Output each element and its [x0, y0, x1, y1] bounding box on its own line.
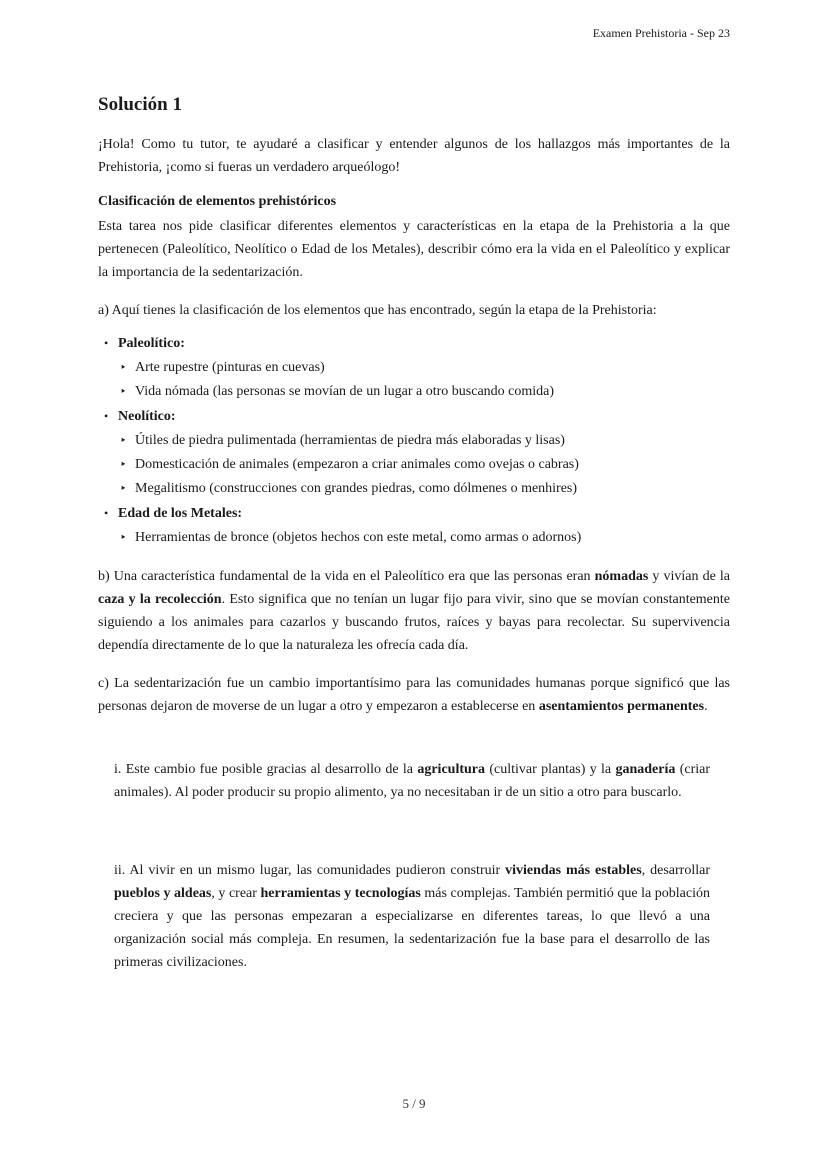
list-item: [120, 380, 730, 404]
bullet-dot-icon: •: [104, 336, 109, 350]
era-item-paleolitico: [98, 331, 730, 404]
bullet-triangle-icon: ‣: [120, 483, 127, 495]
page-header: [593, 26, 730, 41]
list-item-text: Arte rupestre (pinturas en cuevas): [135, 360, 325, 375]
era-sublist: [98, 356, 730, 404]
sub-point-i-paragraph: i. Este cambio fue posible gracias al desarrollo de la agricultura (cultivar plantas) y la ganadería (criar animales). Al poder producir su propio alimento, ya no necesitaban ir de un sitio a otro para buscarlo.: [114, 762, 711, 800]
era-sublist: [98, 526, 730, 550]
list-item: [120, 356, 730, 380]
list-item: [120, 477, 730, 501]
era-label: Paleolítico:: [118, 336, 185, 351]
section-description: Esta tarea nos pide clasificar diferentes elementos y características en la etapa de la Prehistoria a la que pertenecen (Paleolítico, Neolítico o Edad de los Metales), describir cómo era la vida en el Paleolítico y explicar la importancia de la sedentarización.: [98, 219, 730, 280]
part-a-lead: a) Aquí tienes la clasificación de los elementos que has encontrado, según la etapa de la Prehistoria:: [98, 303, 657, 318]
bullet-triangle-icon: ‣: [120, 362, 127, 374]
sub-point-ii-paragraph: ii. Al vivir en un mismo lugar, las comunidades pudieron construir viviendas más estables, desarrollar pueblos y aldeas, y crear herramientas y tecnologías más complejas. También permitió que la población creciera y que las personas empezaran a especializarse en diferentes tareas, lo que llevó a una organización social más compleja. En resumen, la sedentarización fue la base para el desarrollo de las primeras civilizaciones.: [114, 863, 710, 970]
bullet-triangle-icon: ‣: [120, 459, 127, 471]
part-b-paragraph: b) Una característica fundamental de la vida en el Paleolítico era que las personas eran nómadas y vivían de la caza y la recolección. Esto significa que no tenían un lugar fijo para vivir, sino que se movían constantemente siguiendo a los animales para cazarlos y buscando frutos, raíces y bayas para recolectar. Su supervivencia dependía directamente de lo que la naturaleza les ofrecía cada día.: [98, 569, 730, 653]
page-number: 5 / 9: [402, 1096, 426, 1111]
bullet-triangle-icon: ‣: [120, 435, 127, 447]
era-label-row: [98, 404, 730, 429]
header-text: Examen Prehistoria - Sep 23: [592, 26, 730, 40]
page-footer: [0, 1092, 828, 1115]
list-item-text: Herramientas de bronce (objetos hechos con este metal, como armas o adornos): [135, 530, 582, 545]
list-item-text: Vida nómada (las personas se movían de un lugar a otro buscando comida): [135, 384, 555, 399]
era-label: Neolítico:: [118, 409, 176, 424]
list-item-text: Útiles de piedra pulimentada (herramientas de piedra más elaboradas y lisas): [135, 433, 565, 448]
bullet-dot-icon: •: [104, 506, 109, 520]
era-label-row: [98, 331, 730, 356]
era-label-row: [98, 501, 730, 526]
bullet-triangle-icon: ‣: [120, 532, 127, 544]
solution-title: Solución 1: [98, 94, 182, 115]
list-item-text: Megalitismo (construcciones con grandes piedras, como dólmenes o menhires): [135, 481, 578, 496]
era-label: Edad de los Metales:: [118, 506, 243, 521]
section-heading: Clasificación de elementos prehistóricos: [98, 194, 337, 209]
era-item-neolitico: [98, 404, 730, 501]
part-c-paragraph: c) La sedentarización fue un cambio importantísimo para las comunidades humanas porque significó que las personas dejaron de moverse de un lugar a otro y empezaron a establecerse en asentamientos permanentes.: [98, 676, 730, 714]
document-content: [98, 92, 730, 974]
list-item: [120, 453, 730, 477]
era-item-edad-metales: [98, 501, 730, 550]
bullet-triangle-icon: ‣: [120, 386, 127, 398]
list-item: [120, 526, 730, 550]
era-sublist: [98, 429, 730, 501]
list-item: [120, 429, 730, 453]
intro-paragraph: ¡Hola! Como tu tutor, te ayudaré a clasificar y entender algunos de los hallazgos más importantes de la Prehistoria, ¡como si fueras un verdadero arqueólogo!: [98, 137, 730, 175]
list-item-text: Domesticación de animales (empezaron a criar animales como ovejas o cabras): [135, 457, 579, 472]
classification-list: [98, 331, 730, 550]
bullet-dot-icon: •: [104, 409, 109, 423]
